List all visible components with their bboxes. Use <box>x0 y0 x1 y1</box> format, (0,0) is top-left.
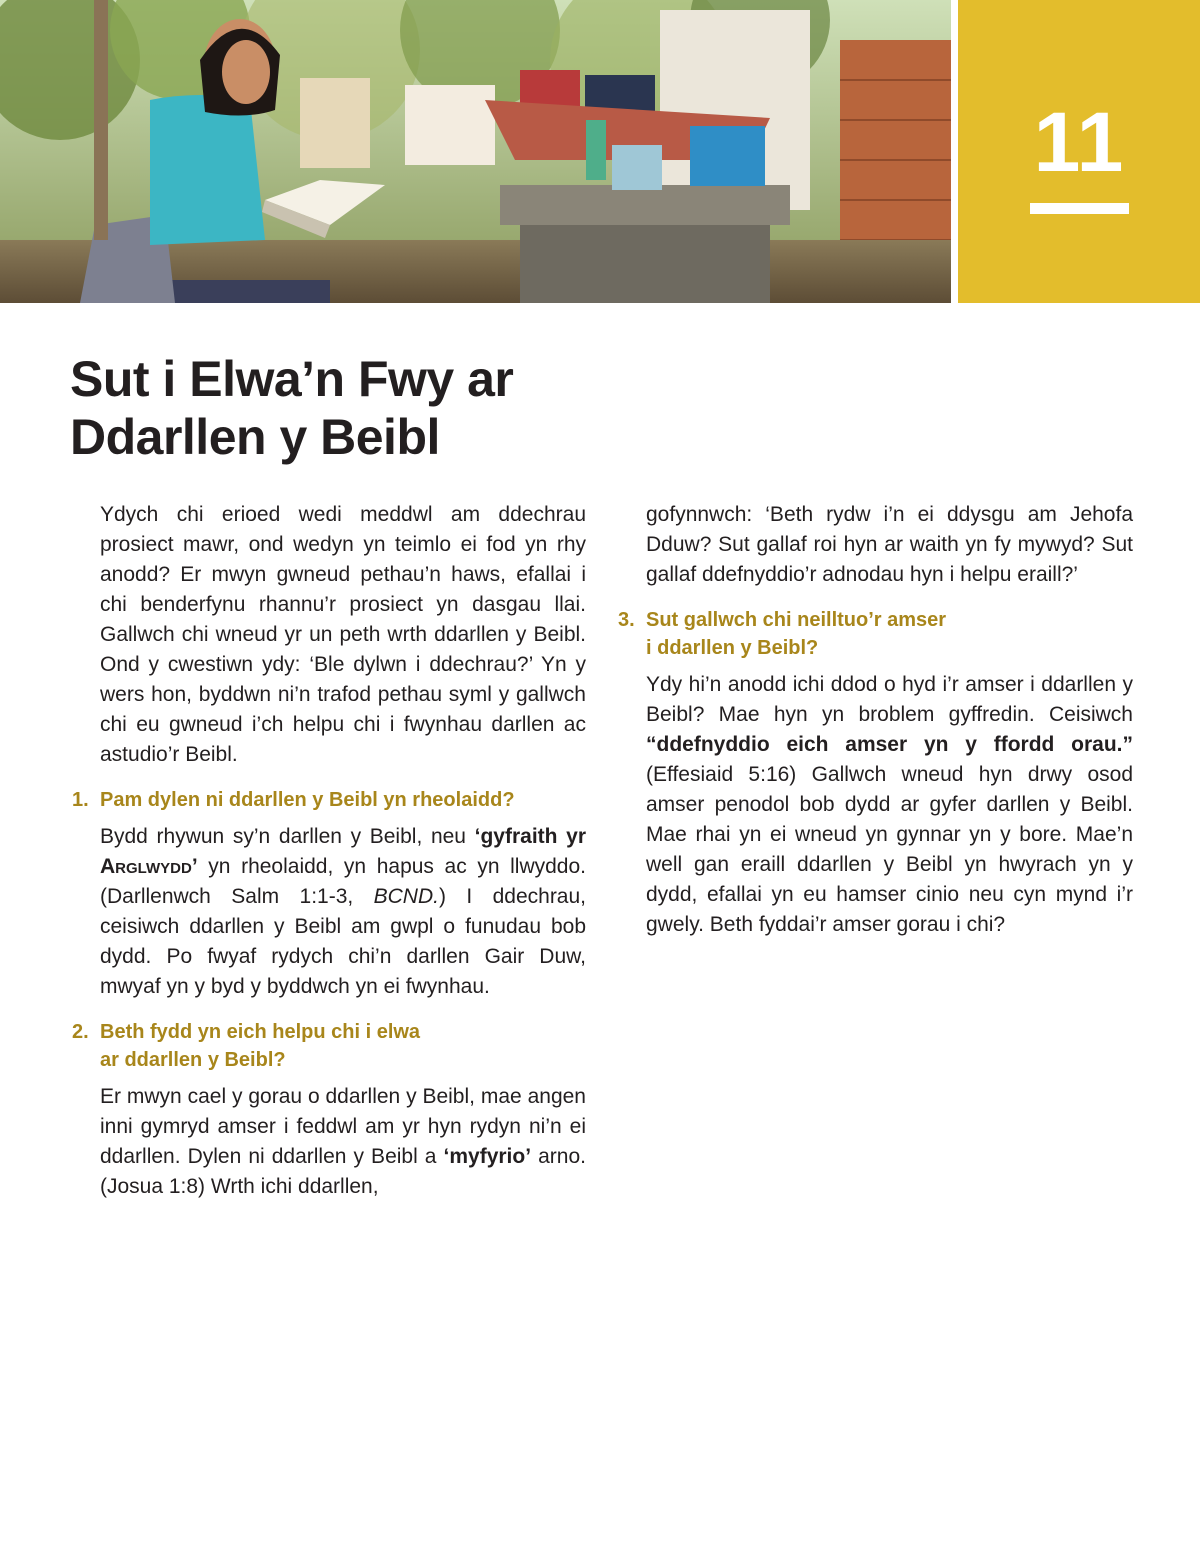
section-3-text-a: Ydy hi’n anodd ichi ddod o hyd i’r amser i ddarllen y Beibl? Mae hyn yn broblem gyffredin. Ceisiwch <box>646 673 1133 726</box>
section-3-text-b: (Effesiaid 5:16) Gallwch wneud hyn drwy osod amser penodol bob dydd ar gyfer darllen y Beibl. Mae rhai yn ei wneud yn gynnar yn y bore. Mae’n well gan eraill ddarllen y Beibl yn hwyrach yn y dydd, efallai yn eu hamser cinio neu cyn mynd i’r gwely. Beth fyddai’r amser gorau i chi? <box>646 763 1133 936</box>
section-3-quote: “ddefnyddio eich amser yn y ffordd orau.” <box>646 733 1133 756</box>
section-1-text-c: ) I ddechrau, ceisiwch ddarllen y Beibl am gwpl o funudau bob dydd. Po fwyaf rydych chi’n darllen Gair Duw, mwyaf yn y byd y byddwch yn ei fwynhau. <box>100 885 586 998</box>
intro-paragraph: Ydych chi erioed wedi meddwl am ddechrau prosiect mawr, ond wedyn yn teimlo ei fod yn rhy anodd? Er mwyn gwneud pethau’n haws, efallai i chi benderfynu rhannu’r prosiect yn dasgau llai. Gallwch chi wneud yr un peth wrth ddarllen y Beibl. Ond y cwestiwn ydy: ‘Ble dylwn i ddechrau?’ Yn y wers hon, byddwn ni’n trafod pethau syml y gallwch chi eu gwneud i’ch helpu chi i fwynhau darllen ac astudio’r Beibl. <box>100 503 586 766</box>
section-1-text-a: Bydd rhywun sy’n darllen y Beibl, neu <box>100 825 475 848</box>
lesson-number: 11 <box>1033 95 1125 189</box>
section-2-heading <box>72 1018 586 1074</box>
section-3-paragraph <box>618 670 1133 940</box>
left-column <box>72 500 586 1202</box>
section-2-question <box>100 1018 586 1074</box>
section-1-number: 1. <box>72 789 89 811</box>
section-1-question: Pam dylen ni ddarllen y Beibl yn rheolaidd? <box>100 789 515 811</box>
lesson-number-badge <box>958 0 1200 303</box>
hero-photo <box>0 0 951 303</box>
section-2-number: 2. <box>72 1021 89 1043</box>
section-3-number: 3. <box>618 609 635 631</box>
section-2-paragraph-part-1 <box>72 1082 586 1202</box>
section-3-question-line-2: i ddarllen y Beibl? <box>646 637 819 659</box>
section-2-paragraph-part-2: gofynnwch: ‘Beth rydw i’n ei ddysgu am Jehofa Dduw? Sut gallaf roi hyn ar waith yn fy mywyd? Sut gallaf ddefnyddio’r adnodau hyn i helpu eraill?’ <box>646 503 1133 586</box>
section-1-text-b: yn rheolaidd, yn hapus ac yn llwyddo. (Darllenwch Salm 1:1-3, <box>100 855 586 908</box>
section-2-question-line-2: ar ddarllen y Beibl? <box>100 1049 286 1071</box>
right-column <box>618 500 1133 940</box>
page-title-line-2: Ddarllen y Beibl <box>70 409 440 465</box>
section-1-quote-lord: Arglwydd <box>100 855 192 878</box>
section-1-quote-a: ‘gyfraith yr <box>474 825 586 848</box>
section-3-heading <box>618 606 1133 662</box>
lesson-number-underline <box>1030 203 1129 214</box>
section-3-question-line-1: Sut gallwch chi neilltuo’r amser <box>646 609 947 631</box>
section-2-text-a: Er mwyn cael y gorau o ddarllen y Beibl, mae angen inni gymryd amser i feddwl am yr hyn rydyn ni’n ei ddarllen. Dylen ni ddarllen y Beibl a <box>100 1085 586 1168</box>
page-title-line-1: Sut i Elwa’n Fwy ar <box>70 351 514 407</box>
section-2-quote: ‘myfyrio’ <box>443 1145 532 1168</box>
page-title <box>70 350 770 466</box>
section-1-translation: BCND. <box>373 885 439 908</box>
section-1-quote-close: ’ <box>191 855 198 878</box>
section-1-paragraph <box>72 822 586 1002</box>
section-1-heading <box>72 786 586 814</box>
section-3-question <box>646 606 1133 662</box>
section-2-question-line-1: Beth fydd yn eich helpu chi i elwa <box>100 1021 421 1043</box>
section-2-text-b-start: arno. (Josua 1:8) Wrth ichi ddarllen, <box>100 1145 586 1198</box>
